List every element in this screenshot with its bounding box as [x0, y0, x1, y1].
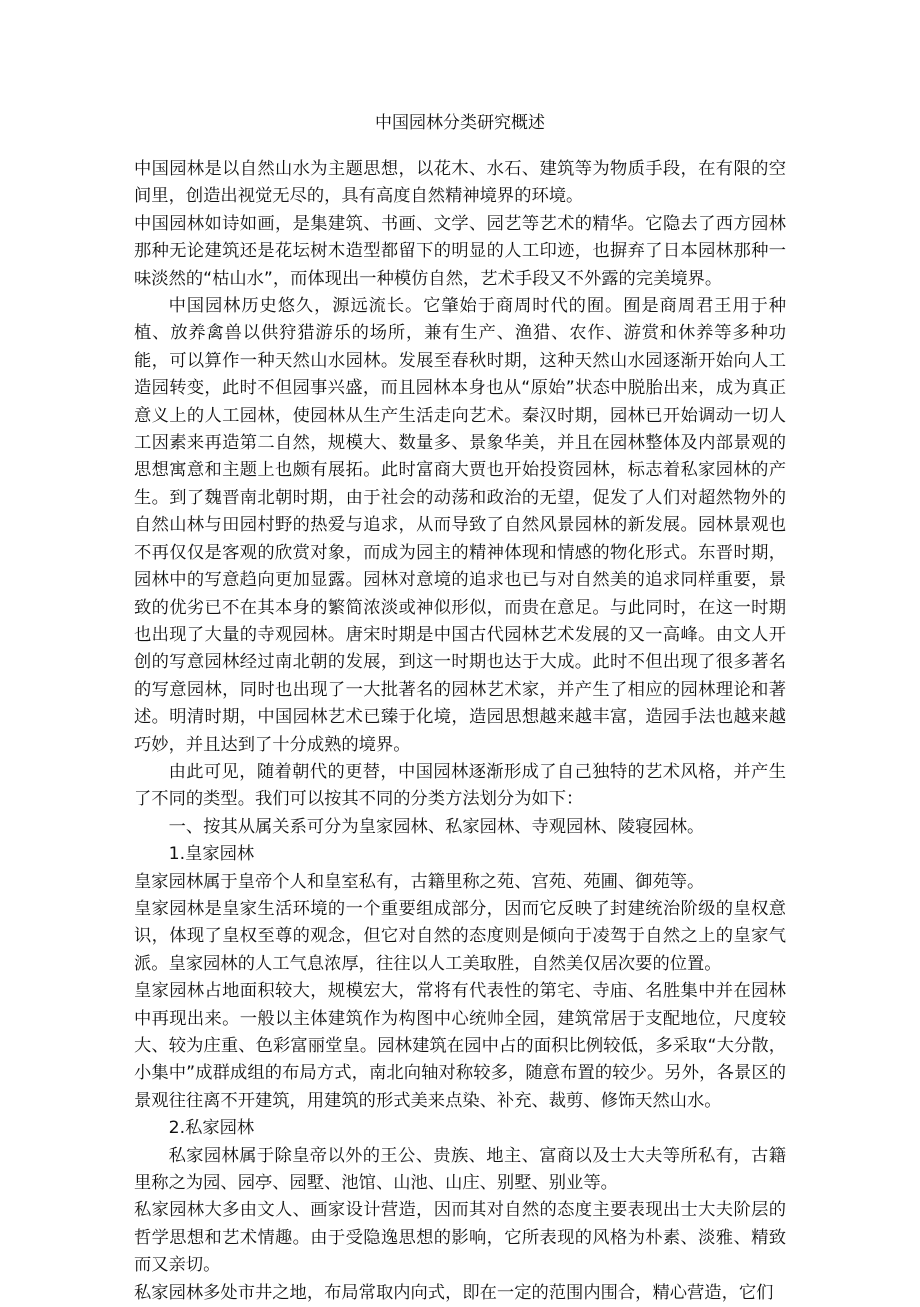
paragraph: 私家园林多处市井之地，布局常取内向式，即在一定的范围内围合，精心营造，它们: [134, 1282, 774, 1303]
paragraph: 皇家园林属于皇帝个人和皇室私有，古籍里称之苑、宫苑、苑圃、御苑等。: [134, 871, 705, 892]
paragraph: 中国园林历史悠久，源远流长。它肇始于商周时代的囿。囿是商周君王用于种植、放养禽兽以供狩猎游乐的场所，兼有生产、渔猎、农作、游赏和休养等多种功能，可以算作一种天然山水园林。发展至春秋时期，这种天然山水园逐渐开始向人工造园转变，此时不但园事兴盛，而且园林本身也从“原始”状态中脱胎出来，成为真正意义上的人工园林，使园林从生产生活走向艺术。秦汉时期，园林已开始调动一切人工因素来再造第二自然，规模大、数量多、景象华美，并且在园林整体及内部景观的思想寓意和主题上也颇有展拓。此时富商大贾也开始投资园林，标志着私家园林的产生。到了魏晋南北朝时期，由于社会的动荡和政治的无望，促发了人们对超然物外的自然山林与田园村野的热爱与追求，从而导致了自然风景园林的新发展。园林景观也不再仅仅是客观的欣赏对象，而成为园主的精神体现和情感的物化形式。东晋时期，园林中的写意趋向更加显露。园林对意境的追求也已与对自然美的追求同样重要，景致的优劣已不在其本身的繁简浓淡或神似形似，而贵在意足。与此同时，在这一时期也出现了大量的寺观园林。唐宋时期是中国古代园林艺术发展的又一高峰。由文人开创的写意园林经过南北朝的发展，到这一时期也达于大成。此时不但出现了很多著名的写意园林，同时也出现了一大批著名的园林艺术家，并产生了相应的园林理论和著述。明清时期，中国园林艺术已臻于化境，造园思想越来越丰富，造园手法也越来越巧妙，并且达到了十分成熟的境界。: [134, 296, 786, 755]
paragraph: 私家园林大多由文人、画家设计营造，因而其对自然的态度主要表现出士大夫阶层的哲学思想和艺术情趣。由于受隐逸思想的影响，它所表现的风格为朴素、淡雅、精致而又亲切。: [134, 1200, 786, 1276]
paragraph: 中国园林是以自然山水为主题思想，以花木、水石、建筑等为物质手段，在有限的空间里，创造出视觉无尽的，具有高度自然精神境界的环境。: [134, 159, 786, 207]
document-body: [134, 156, 786, 1307]
subsection-heading: 1.皇家园林: [168, 844, 255, 865]
section-heading: 一、按其从属关系可分为皇家园林、私家园林、寺观园林、陵寝园林。: [168, 816, 705, 837]
paragraph: 皇家园林是皇家生活环境的一个重要组成部分，因而它反映了封建统治阶级的皇权意识，体现了皇权至尊的观念，但它对自然的态度则是倾向于凌驾于自然之上的皇家气派。皇家园林的人工气息浓厚，往往以人工美取胜，自然美仅居次要的位置。: [134, 898, 786, 974]
paragraph: 皇家园林占地面积较大，规模宏大，常将有代表性的第宅、寺庙、名胜集中并在园林中再现出来。一般以主体建筑作为构图中心统帅全园，建筑常居于支配地位，尺度较大、较为庄重、色彩富丽堂皇。园林建筑在园中占的面积比例较低，多采取“大分散，小集中”成群成组的布局方式，南北向轴对称较多，随意布置的较少。另外，各景区的景观往往离不开建筑，用建筑的形式美来点染、补充、裁剪、修饰天然山水。: [134, 981, 786, 1111]
paragraph: 由此可见，随着朝代的更替，中国园林逐渐形成了自己独特的艺术风格，并产生了不同的类型。我们可以按其不同的分类方法划分为如下：: [134, 761, 786, 810]
page-title: 中国园林分类研究概述: [375, 113, 545, 133]
paragraph: 中国园林如诗如画，是集建筑、书画、文学、园艺等艺术的精华。它隐去了西方园林那种无论建筑还是花坛树木造型都留下的明显的人工印迹，也摒弃了日本园林那种一味淡然的“枯山水”，而体现出一种模仿自然，艺术手段又不外露的完美境界。: [134, 213, 786, 289]
paragraph: 私家园林属于除皇帝以外的王公、贵族、地主、富商以及士大夫等所私有，古籍里称之为园、园亭、园墅、池馆、山池、山庄、别墅、别业等。: [134, 1145, 786, 1194]
subsection-heading: 2.私家园林: [168, 1118, 255, 1139]
